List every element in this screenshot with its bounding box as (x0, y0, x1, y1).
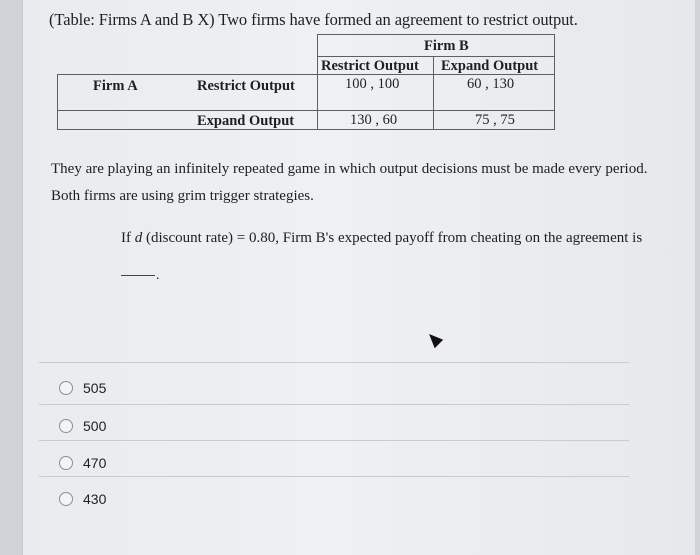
row-label-expand: Expand Output (197, 113, 295, 129)
option-divider (39, 440, 629, 441)
radio-icon[interactable] (59, 456, 73, 470)
mouse-cursor-icon (425, 330, 443, 348)
option-divider (39, 476, 629, 477)
question-body: They are playing an infinitely repeated game in which output decisions must be made every period. Both firms are using grim trigger strategies. (51, 161, 648, 204)
radio-icon[interactable] (59, 381, 73, 395)
row-label-restrict: Restrict Output (197, 78, 295, 94)
payoff-restrict-expand: 60 , 130 (467, 76, 515, 92)
question-title: (Table: Firms A and B X) Two firms have formed an agreement to restrict output. (49, 10, 578, 29)
option-470[interactable]: 470 (59, 455, 106, 471)
option-430[interactable]: 430 (59, 491, 106, 507)
col-label-expand: Expand Output (441, 58, 539, 74)
payoff-expand-expand: 75 , 75 (475, 112, 515, 128)
option-505[interactable]: 505 (59, 380, 106, 396)
question-page (22, 0, 695, 555)
blank-period: . (156, 268, 160, 283)
payoff-expand-restrict: 130 , 60 (350, 112, 398, 128)
payoff-restrict-restrict: 100 , 100 (345, 76, 400, 92)
question-prompt: If d (discount rate) = 0.80, Firm B's expected payoff from cheating on the agreement is (121, 230, 643, 246)
firm-b-header: Firm B (424, 38, 469, 54)
separator (39, 362, 629, 363)
radio-icon[interactable] (59, 419, 73, 433)
firm-a-header: Firm A (93, 78, 138, 94)
answer-blank (121, 275, 155, 276)
option-divider (39, 404, 629, 405)
col-label-restrict: Restrict Output (321, 58, 419, 74)
option-500[interactable]: 500 (59, 418, 106, 434)
radio-icon[interactable] (59, 492, 73, 506)
